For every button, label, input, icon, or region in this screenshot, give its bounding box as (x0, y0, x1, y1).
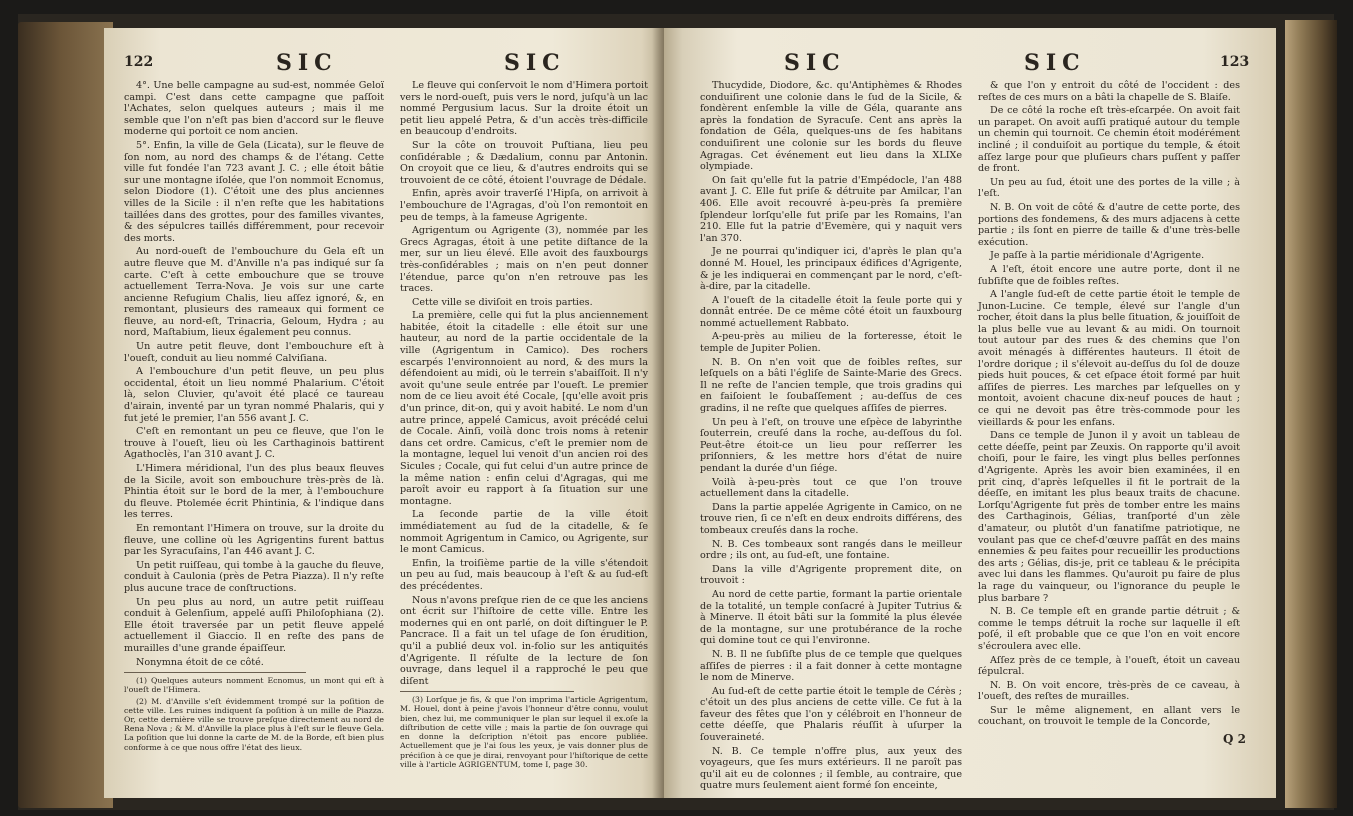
paragraph: Dans ce temple de Junon il y avoit un tableau de cette déeſſe, peint par Zeuxis. On rapporte qu'il avoit choiſi, pour le faire, les vingt plus belles perſonnes d'Agrigente. Après les avoir bien examinées, il en prit cinq, d'après leſquelles il fit le portrait de la déeſſe, en imitant les plus beaux traits de chacune. Lorſqu'Agrigente fut près de tomber entre les mains des Carthaginois, Gélias, tranſporté d'un zèle d'amateur, ou plutôt d'un fanatiſme patriotique, ne voulant pas que ce chef-d'œuvre paſſât en des mains ennemies & peu faites pour recueillir les productions des arts ; Gélias, dis-je, prit ce tableau & le précipita avec lui dans les flammes. Qu'auroit pu faire de plus la rage du vainqueur, ou l'ignorance du peuple le plus barbare ? (978, 430, 1240, 604)
paragraph: C'eſt en remontant un peu ce fleuve, que l'on le trouve à l'oueſt, lieu où les Carthaginois battirent Agathoclès, l'an 310 avant J. C. (124, 426, 384, 461)
book-page-edges-right (1285, 20, 1337, 808)
paragraph: A l'embouchure d'un petit fleuve, un peu plus occidental, étoit un lieu nommé Phalarium. C'étoit là, selon Cluvier, qu'avoit été placé ce taureau d'airain, inventé par un tyran nommé Phalaris, qui y fut jeté le premier, l'an 556 avant J. C. (124, 366, 384, 424)
paragraph: A l'eſt, étoit encore une autre porte, dont il ne ſubſiſte que de foibles reſtes. (978, 263, 1240, 287)
left-column-2 (400, 80, 648, 771)
paragraph: On ſait qu'elle fut la patrie d'Empédocle, l'an 488 avant J. C. Elle fut priſe & détruite par Amilcar, l'an 406. Elle avoit recouvré à-peu-près ſa première ſplendeur lorſqu'elle fut priſe par les Romains, l'an 210. Elle fut la patrie d'Evemère, qui y naquit vers l'an 370. (700, 174, 962, 244)
paragraph: 4°. Une belle campagne au sud-est, nommée Geloï campi. C'est dans cette campagne que paſſoit l'Achates, selon quelques auteurs ; mais il me semble que l'on n'eſt pas bien d'accord sur le fleuve moderne qui portoit ce nom ancien. (124, 80, 384, 138)
paragraph: Je paſſe à la partie méridionale d'Agrigente. (990, 250, 1205, 262)
paragraph: Un peu au ſud, étoit une des portes de la ville ; à l'eſt. (978, 176, 1240, 200)
paragraph: Cette ville se diviſoit en trois parties. (412, 296, 593, 308)
paragraph: & que l'on y entroit du côté de l'occident : des reſtes de ces murs on a bâti la chapelle de S. Blaiſe. (978, 80, 1240, 103)
paragraph: Un peu plus au nord, un autre petit ruiſſeau conduit à Gelenſium, appelé auſſi Philoſophiana (2). Elle étoit traversée par un petit fleuve appelé actuellement il Giaccio. Il en reſte des pans de murailles d'une grande épaiſſeur. (124, 596, 384, 654)
paragraph: Sur le même alignement, en allant vers le couchant, on trouvoit le temple de la Concorde, (978, 704, 1240, 728)
paragraph: 5°. Enfin, la ville de Gela (Licata), sur le fleuve de ſon nom, au nord des champs & de l'étang. Cette ville fut fondée l'an 723 avant J. C. ; elle étoit bâtie sur une montagne iſolée, que l'on nommoit Ecnomus, selon Diodore (1). C'étoit une des plus anciennes villes de la Sicile : il n'en reſte que les habitations taillées dans des grottes, pour des familles vivantes, & des sépulcres taillés différemment, pour recevoir des morts. (124, 139, 384, 244)
paragraph: Sur la côte on trouvoit Puſtiana, lieu peu conſidérable ; & Dædalium, connu par Antonin. On croyoit que ce lieu, & d'autres endroits qui se trouvoient de ce côté, étoient l'ouvrage de Dédale. (400, 139, 648, 186)
right-running-head-1: SIC (784, 50, 846, 76)
paragraph: Au ſud-eſt de cette partie étoit le temple de Cérès ; c'étoit un des plus anciens de cette ville. Ce fut à la faveur des fêtes que l'on y célébroit en l'honneur de cette déeſſe, que Phalaris réuſſit à uſurper la ſouveraineté. (700, 685, 962, 744)
paragraph: N. B. Ce temple n'offre plus, aux yeux des voyageurs, que ſes murs extérieurs. Il ne paroît pas qu'il ait eu de colonnes ; il ſemble, au contraire, que quatre murs ſeulement aient formé ſon enceinte, (700, 745, 962, 792)
paragraph: Au nord-oueſt de l'embouchure du Gela eſt un autre fleuve que M. d'Anville n'a pas indiqué sur ſa carte. C'eſt à cette embouchure que se trouve actuellement Terra-Nova. Je vois sur une carte ancienne Refugium Chalis, lieu aſſez ignoré, &, en remontant, plusieurs des rameaux qui forment ce fleuve, au nord-eſt, Trinacria, Geloum, Hydra ; au nord, Maſtabium, lieux également peu connus. (124, 246, 384, 339)
paragraph: Dans la ville d'Agrigente proprement dite, on trouvoit : (700, 563, 962, 587)
paragraph: La première, celle qui fut la plus anciennement habitée, étoit la citadelle : elle étoit sur une hauteur, au nord de la partie occidentale de la ville (Agrigentum in Camico). Des rochers escarpés l'environnoient au nord, & des murs la défendoient au midi, où le terrein s'abaiſſoit. Il n'y avoit qu'une seule entrée par l'oueſt. Le premier nom de ce lieu avoit été Cocale, [qu'elle avoit pris d'un prince, dit-on, qui y avoit habité. Le nom d'un autre prince, appelé Camicus, avoit précédé celui de Cocale. Ainſi, voilà donc trois noms à retenir dans cet ordre. Camicus, c'eſt le premier nom de la montagne, lequel lui venoit d'un ancien roi des Sicules ; Cocale, qui fut celui d'un autre prince de la même nation : enfin celui d'Agragas, qui me paroît avoir eu rapport à ſa ſituation sur une montagne. (400, 310, 648, 507)
paragraph: Un peu à l'eſt, on trouve une eſpèce de labyrinthe ſouterrein, creuſé dans la roche, au-deſſous du ſol. Peut-être étoit-ce un lieu pour reſſerrer les priſonniers, & les mettre hors d'état de nuire pendant la durée d'un ſiége. (700, 416, 962, 474)
paragraph: Dans la partie appelée Agrigente in Camico, on ne trouve rien, ſi ce n'eſt en deux endroits différens, des tombeaux creuſés dans la roche. (700, 501, 962, 536)
paragraph: Thucydide, Diodore, &c. qu'Antiphèmes & Rhodes conduiſirent une colonie dans le ſud de la Sicile, & fondèrent enſemble la ville de Géla, quarante ans après la fondation de Syracuſe. Cent ans après la fondation de Géla, quelques-uns de ſes habitans conduiſirent une colonie sur les bords du fleuve Agragas. Cet événement eut lieu dans la XLIXe olympiade. (700, 80, 962, 173)
paragraph: L'Himera méridional, l'un des plus beaux fleuves de la Sicile, avoit son embouchure très-près de là. Phintia étoit sur le bord de la mer, à l'embouchure du fleuve. Ptolemée écrit Phintinia, & l'indique dans les terres. (124, 463, 384, 521)
paragraph: Enfin, la troiſième partie de la ville s'étendoit un peu au ſud, mais beaucoup à l'eſt & au ſud-eſt des précédentes. (400, 557, 648, 592)
paragraph: Agrigentum ou Agrigente (3), nommée par les Grecs Agragas, étoit à une petite diſtance de la mer, sur un lieu élevé. Elle avoit des fauxbourgs très-conſidérables ; mais on n'en peut donner l'étendue, parce qu'on n'en retrouve pas les traces. (400, 225, 648, 295)
paragraph: Un petit ruiſſeau, qui tombe à la gauche du fleuve, conduit à Caulonia (près de Petra Piazza). Il n'y reſte plus aucune trace de conſtructions. (124, 559, 384, 594)
paragraph: Nous n'avons preſque rien de ce que les anciens ont écrit sur l'hiſtoire de cette ville. Entre les modernes qui en ont parlé, on doit diſtinguer le P. Pancrace. Il a fait un tel uſage de ſon érudition, qu'il a publié deux vol. in-folio sur les antiquités d'Agrigente. Il réſulte de la lecture de ſon ouvrage, dans lequel il a rapproché le peu que diſent (400, 594, 648, 687)
left-page-number: 122 (124, 54, 154, 70)
book-cover-left (18, 22, 113, 808)
paragraph: De ce côté la roche eſt très-eſcarpée. On avoit fait un parapet. On avoit auſſi pratiqué autour du temple un chemin qui tournoit. Ce chemin étoit modérément incliné ; il conduiſoit au portique du temple, & étoit aſſez large pour que pluſieurs chars puſſent y paſſer de front. (978, 105, 1240, 175)
footnote: (1) Quelques auteurs nomment Ecnomus, un mont qui eſt à l'oueſt de l'Himera. (124, 676, 384, 695)
left-column-1 (124, 80, 384, 754)
right-page (664, 28, 1276, 798)
paragraph: N. B. Ce temple eſt en grande partie détruit ; & comme le temps détruit la roche sur laquelle il eſt poſé, il eſt probable que ce que l'on en voit encore s'écroulera avec elle. (978, 606, 1240, 652)
right-running-head-2: SIC (1024, 50, 1086, 76)
paragraph: La ſeconde partie de la ville étoit immédiatement au ſud de la citadelle, & ſe nommoit Agrigentum in Camico, ou Agrigente, sur le mont Camicus. (400, 509, 648, 556)
signature-mark: Q 2 (1223, 732, 1246, 746)
right-column-1 (700, 80, 962, 794)
paragraph: Le fleuve qui conſervoit le nom d'Himera portoit vers le nord-oueſt, puis vers le nord, juſqu'à un lac nommé Pergusium lacus. Sur la droite étoit un petit lieu appelé Petra, & d'un accès très-difficile en beaucoup d'endroits. (400, 80, 648, 138)
paragraph: A l'oueſt de la citadelle étoit la ſeule porte qui y donnât entrée. De ce même côté étoit un fauxbourg nommé actuellement Rabbato. (700, 294, 962, 329)
left-running-head-2: SIC (504, 50, 566, 76)
paragraph: N. B. On n'en voit que de foibles reſtes, sur leſquels on a bâti l'égliſe de Sainte-Marie des Grecs. Il ne reſte de l'ancien temple, que trois gradins qui en faiſoient le ſoubaſſement ; au-deſſus de ces gradins, il ne reſte que quelques aſſiſes de pierres. (700, 356, 962, 415)
left-page (104, 28, 664, 798)
paragraph: A l'angle ſud-eſt de cette partie étoit le temple de Junon-Lucine. Ce temple, élevé sur l'angle d'un rocher, étoit dans la plus belle ſituation, & jouiſſoit de la plus belle vue au levant & au midi. On tournoit tout autour par des rues & des chemins que l'on avoit ménagés à différentes hauteurs. Il étoit de l'ordre dorique ; il s'élevoit au-deſſus du ſol de douze pieds huit pouces, & cet eſpace étoit formé par huit aſſiſes de pierres. Les marches par leſquelles on y montoit, avoient chacune dix-neuf pouces de haut ; ce qui ne devoit pas être très-commode pour les vieillards & pour les enfans. (978, 289, 1241, 428)
paragraph: N. B. Il ne ſubſiſte plus de ce temple que quelques aſſiſes de pierres : il a fait donner à cette montagne le nom de Minerve. (700, 648, 962, 684)
paragraph: Nonymna étoit de ce côté. (136, 656, 264, 668)
right-column-2 (978, 80, 1240, 730)
paragraph: Enfin, après avoir traverſé l'Hipſa, on arrivoit à l'embouchure de l'Agragas, d'où l'on remontoit en peu de temps, à la fameuse Agrigente. (400, 188, 648, 223)
paragraph: N. B. On voit de côté & d'autre de cette porte, des portions des fondemens, & des murs adjacens à cette partie ; ils ſont en pierre de taille & d'une très-belle exécution. (978, 201, 1240, 248)
paragraph: N. B. On voit encore, très-près de ce caveau, à l'oueſt, des reſtes de murailles. (978, 679, 1240, 703)
footnote: (3) Lorſque je fis, & que l'on imprima l'article Agrigentum, M. Houel, dont à peine j'avois l'honneur d'être connu, voulut bien, chez lui, me communiquer le plan sur lequel il ex.oſe la diſtribution de cette ville ; mais la partie de ſon ouvrage qui en donne la deſcription n'étoit pas encore publiée. Actuellement que je l'ai ſous les yeux, je vais donner plus de préciſion à ce que je dirai, renvoyant pour l'hiſtorique de cette ville à l'article AGRIGENTUM, tome I, page 30. (400, 695, 648, 769)
paragraph: Je ne pourrai qu'indiquer ici, d'après le plan qu'a donné M. Houel, les principaux édifices d'Agrigente, & je les indiquerai en commençant par le nord, c'eſt-à-dire, par la citadelle. (700, 246, 962, 293)
paragraph: N. B. Ces tombeaux sont rangés dans le meilleur ordre ; ils ont, au ſud-eſt, une fontaine. (700, 538, 962, 562)
footnote-rule (400, 691, 574, 692)
right-page-number: 123 (1220, 54, 1250, 70)
footnote-rule (124, 672, 306, 673)
paragraph: Au nord de cette partie, formant la partie orientale de la totalité, un temple conſacré à Jupiter Tutrius & à Minerve. Il étoit bâti sur la ſommité la plus élevée de la montagne, sur une protubérance de la roche qui domine tout ce qui l'environne. (700, 588, 962, 647)
footnote: (2) M. d'Anville s'eſt évidemment trompé sur la poſition de cette ville. Les ruines indiquent ſa poſition à un mille de Piazza. Or, cette dernière ville se trouve preſque directement au nord de Rena Nova ; & M. d'Anville la place plus à l'eſt sur le fleuve Gela. La poſition que lui donne la carte de M. de la Borde, eſt bien plus conforme à ce que nous offre l'état des lieux. (124, 696, 384, 752)
paragraph: Voilà à-peu-près tout ce que l'on trouve actuellement dans la citadelle. (700, 476, 962, 500)
left-running-head-1: SIC (276, 50, 338, 76)
paragraph: Un autre petit fleuve, dont l'embouchure eſt à l'oueſt, conduit au lieu nommé Calviſiana. (124, 341, 384, 364)
paragraph: En remontant l'Himera on trouve, sur la droite du fleuve, une colline où les Agrigentins furent battus par les Syracuſains, l'an 446 avant J. C. (124, 522, 384, 558)
paragraph: A-peu-près au milieu de la forteresse, étoit le temple de Jupiter Polien. (700, 331, 962, 355)
paragraph: Aſſez près de ce temple, à l'oueſt, étoit un caveau ſépulcral. (978, 654, 1240, 678)
